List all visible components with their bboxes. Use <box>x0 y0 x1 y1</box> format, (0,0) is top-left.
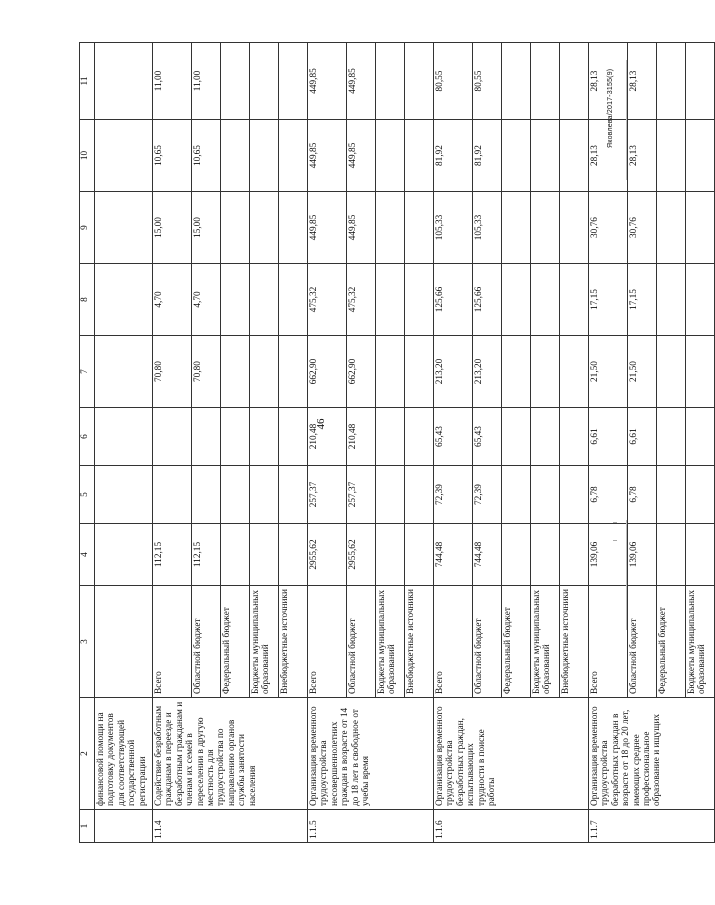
value-cell: 125,66 <box>434 264 473 336</box>
value-cell <box>221 43 250 120</box>
value-cell <box>192 466 221 524</box>
value-cell: 6,78 <box>628 466 657 524</box>
value-cell: 125,66 <box>473 264 502 336</box>
funding-source: Федеральный бюджет <box>657 586 686 698</box>
table-row <box>153 43 192 843</box>
value-cell: 17,15 <box>628 264 657 336</box>
measure-name: Организация временного трудоустройства безработных граждан, испытывающих трудности в поиске работы <box>434 698 589 810</box>
value-cell: 6,61 <box>628 408 657 466</box>
value-cell: 662,90 <box>308 336 347 408</box>
header-cell: 9 <box>80 192 95 264</box>
value-cell <box>376 524 405 586</box>
funding-source: Всего <box>589 586 628 698</box>
empty-cell <box>95 810 153 843</box>
intro-row <box>95 43 153 843</box>
value-cell <box>376 192 405 264</box>
value-cell: 80,55 <box>434 43 473 120</box>
value-cell <box>221 408 250 466</box>
funding-source: Внебюджетные источники <box>560 586 589 698</box>
value-cell: 449,85 <box>308 43 347 120</box>
empty-cell <box>95 466 153 524</box>
value-cell <box>657 466 686 524</box>
value-cell <box>221 264 250 336</box>
measure-id: 1.1.7 <box>589 810 715 843</box>
value-cell: 449,85 <box>308 192 347 264</box>
page-number: 46 <box>315 418 327 430</box>
funding-source: Федеральный бюджет <box>221 586 250 698</box>
document-stamp: Яковлева/2017-3155(9) <box>607 68 614 148</box>
measure-name: финансовой помощи на подготовку документов для соответствующей государственной регистрации <box>95 698 153 810</box>
value-cell: 72,39 <box>473 466 502 524</box>
header-cell: 8 <box>80 264 95 336</box>
header-cell: 3 <box>80 586 95 698</box>
value-cell <box>502 264 531 336</box>
value-cell <box>560 408 589 466</box>
value-cell: 28,13 <box>589 43 628 120</box>
value-cell <box>686 264 715 336</box>
value-cell <box>250 524 279 586</box>
value-cell <box>153 466 192 524</box>
value-cell: 210,48 <box>347 408 376 466</box>
value-cell: 662,90 <box>347 336 376 408</box>
value-cell: 15,00 <box>192 192 221 264</box>
value-cell <box>502 524 531 586</box>
value-cell: 72,39 <box>434 466 473 524</box>
value-cell: 28,13 <box>628 120 657 192</box>
value-cell: 65,43 <box>473 408 502 466</box>
value-cell <box>221 524 250 586</box>
value-cell <box>405 408 434 466</box>
header-cell: 6 <box>80 408 95 466</box>
value-cell <box>279 120 308 192</box>
table-row <box>308 43 347 843</box>
funding-source: Всего <box>434 586 473 698</box>
value-cell <box>502 43 531 120</box>
header-cell: 2 <box>80 698 95 810</box>
budget-table <box>79 42 715 843</box>
value-cell <box>405 43 434 120</box>
value-cell <box>686 524 715 586</box>
value-cell <box>657 43 686 120</box>
value-cell: 213,20 <box>473 336 502 408</box>
table-row <box>434 43 473 843</box>
scan-edge-line <box>626 520 627 630</box>
scan-edge-line <box>626 60 627 180</box>
value-cell: 80,55 <box>473 43 502 120</box>
value-cell: 28,13 <box>589 120 628 192</box>
empty-cell <box>95 586 153 698</box>
value-cell <box>250 408 279 466</box>
value-cell: 15,00 <box>153 192 192 264</box>
funding-source: Бюджеты муниципальных образований <box>531 586 560 698</box>
funding-source: Областной бюджет <box>473 586 502 698</box>
value-cell <box>686 43 715 120</box>
value-cell: 6,61 <box>589 408 628 466</box>
value-cell: 10,65 <box>192 120 221 192</box>
empty-cell <box>95 120 153 192</box>
value-cell: 4,70 <box>153 264 192 336</box>
value-cell <box>376 43 405 120</box>
scan-mark <box>613 540 617 541</box>
value-cell <box>250 120 279 192</box>
value-cell: 2955,62 <box>308 524 347 586</box>
value-cell <box>560 466 589 524</box>
value-cell <box>405 120 434 192</box>
value-cell <box>279 336 308 408</box>
value-cell <box>250 192 279 264</box>
value-cell: 257,37 <box>308 466 347 524</box>
value-cell <box>153 408 192 466</box>
value-cell <box>531 466 560 524</box>
value-cell <box>405 524 434 586</box>
funding-source: Областной бюджет <box>628 586 657 698</box>
value-cell <box>657 408 686 466</box>
value-cell <box>279 408 308 466</box>
value-cell: 213,20 <box>434 336 473 408</box>
value-cell <box>376 408 405 466</box>
value-cell <box>250 264 279 336</box>
value-cell <box>405 336 434 408</box>
value-cell: 105,33 <box>473 192 502 264</box>
value-cell: 449,85 <box>347 43 376 120</box>
value-cell <box>192 408 221 466</box>
value-cell: 112,15 <box>153 524 192 586</box>
value-cell <box>376 466 405 524</box>
measure-id: 1.1.6 <box>434 810 589 843</box>
value-cell <box>531 264 560 336</box>
funding-source: Внебюджетные источники <box>279 586 308 698</box>
value-cell <box>376 120 405 192</box>
value-cell <box>560 336 589 408</box>
value-cell <box>502 466 531 524</box>
value-cell <box>279 192 308 264</box>
empty-cell <box>95 264 153 336</box>
value-cell <box>686 466 715 524</box>
value-cell <box>686 120 715 192</box>
rotated-table-container <box>79 43 708 843</box>
value-cell: 257,37 <box>347 466 376 524</box>
empty-cell <box>95 336 153 408</box>
header-cell: 5 <box>80 466 95 524</box>
value-cell <box>250 43 279 120</box>
value-cell: 139,06 <box>628 524 657 586</box>
empty-cell <box>95 43 153 120</box>
value-cell <box>657 120 686 192</box>
funding-source: Бюджеты муниципальных образований <box>250 586 279 698</box>
header-cell: 7 <box>80 336 95 408</box>
header-cell: 10 <box>80 120 95 192</box>
value-cell <box>250 466 279 524</box>
value-cell <box>657 264 686 336</box>
value-cell <box>221 120 250 192</box>
value-cell: 4,70 <box>192 264 221 336</box>
value-cell: 81,92 <box>434 120 473 192</box>
value-cell <box>279 43 308 120</box>
value-cell: 30,76 <box>589 192 628 264</box>
value-cell: 210,48 <box>308 408 347 466</box>
value-cell <box>686 336 715 408</box>
value-cell <box>502 120 531 192</box>
value-cell <box>657 336 686 408</box>
value-cell <box>405 264 434 336</box>
value-cell <box>560 192 589 264</box>
value-cell: 21,50 <box>628 336 657 408</box>
value-cell <box>502 192 531 264</box>
value-cell: 105,33 <box>434 192 473 264</box>
funding-source: Бюджеты муниципальных образований <box>686 586 715 698</box>
value-cell: 11,00 <box>192 43 221 120</box>
value-cell: 30,76 <box>628 192 657 264</box>
empty-cell <box>95 524 153 586</box>
value-cell: 28,13 <box>628 43 657 120</box>
value-cell <box>560 43 589 120</box>
value-cell <box>686 192 715 264</box>
value-cell <box>560 264 589 336</box>
value-cell: 10,65 <box>153 120 192 192</box>
value-cell <box>376 264 405 336</box>
header-cell: 1 <box>80 810 95 843</box>
value-cell: 139,06 <box>589 524 628 586</box>
value-cell <box>250 336 279 408</box>
value-cell: 11,00 <box>153 43 192 120</box>
header-cell: 11 <box>80 43 95 120</box>
measure-name: Организация временного трудоустройства безработных граждан в возрасте от 18 до 20 лет, имеющих среднее профессиональное образование и ищущих <box>589 698 715 810</box>
scan-mark <box>613 522 617 523</box>
value-cell: 6,78 <box>589 466 628 524</box>
value-cell <box>221 466 250 524</box>
value-cell <box>560 120 589 192</box>
funding-source: Бюджеты муниципальных образований <box>376 586 405 698</box>
value-cell <box>531 43 560 120</box>
value-cell <box>657 192 686 264</box>
value-cell <box>531 192 560 264</box>
funding-source: Всего <box>153 586 192 698</box>
value-cell <box>560 524 589 586</box>
value-cell <box>531 336 560 408</box>
value-cell <box>531 120 560 192</box>
funding-source: Федеральный бюджет <box>502 586 531 698</box>
value-cell <box>657 524 686 586</box>
value-cell: 81,92 <box>473 120 502 192</box>
value-cell: 21,50 <box>589 336 628 408</box>
value-cell: 475,32 <box>308 264 347 336</box>
value-cell <box>405 192 434 264</box>
value-cell <box>502 408 531 466</box>
value-cell: 744,48 <box>473 524 502 586</box>
table-row <box>589 43 628 843</box>
value-cell: 70,80 <box>192 336 221 408</box>
funding-source: Всего <box>308 586 347 698</box>
value-cell <box>376 336 405 408</box>
value-cell <box>279 524 308 586</box>
value-cell <box>531 524 560 586</box>
value-cell <box>221 192 250 264</box>
funding-source: Областной бюджет <box>347 586 376 698</box>
value-cell: 65,43 <box>434 408 473 466</box>
header-row <box>80 43 95 843</box>
funding-source: Областной бюджет <box>192 586 221 698</box>
value-cell <box>279 466 308 524</box>
value-cell: 112,15 <box>192 524 221 586</box>
value-cell <box>502 336 531 408</box>
empty-cell <box>95 192 153 264</box>
measure-name: Организация временного трудоустройства несовершеннолетних граждан в возрасте от 14 до 18 лет в свободное от учебы время <box>308 698 434 810</box>
empty-cell <box>95 408 153 466</box>
measure-id: 1.1.4 <box>153 810 308 843</box>
funding-source: Внебюджетные источники <box>405 586 434 698</box>
value-cell: 70,80 <box>153 336 192 408</box>
value-cell: 2955,62 <box>347 524 376 586</box>
value-cell: 449,85 <box>308 120 347 192</box>
value-cell <box>405 466 434 524</box>
value-cell: 449,85 <box>347 120 376 192</box>
value-cell: 449,85 <box>347 192 376 264</box>
value-cell <box>221 336 250 408</box>
header-cell: 4 <box>80 524 95 586</box>
value-cell <box>686 408 715 466</box>
value-cell <box>279 264 308 336</box>
measure-id: 1.1.5 <box>308 810 434 843</box>
table-body <box>95 43 715 843</box>
value-cell <box>531 408 560 466</box>
value-cell: 17,15 <box>589 264 628 336</box>
value-cell: 744,48 <box>434 524 473 586</box>
measure-name: Содействие безработным гражданам в переезде и безработным гражданам и членам их семей в переселении в другую местность для трудоустройства по направлению органов службы занятости населения <box>153 698 308 810</box>
value-cell: 475,32 <box>347 264 376 336</box>
